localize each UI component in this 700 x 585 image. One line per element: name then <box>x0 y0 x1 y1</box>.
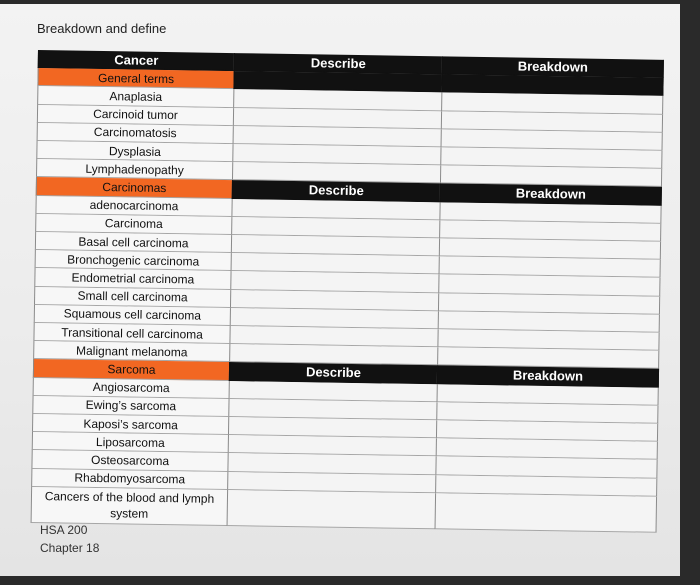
term-cell: Angiosarcoma <box>33 378 229 399</box>
term-cell: adenocarcinoma <box>35 196 231 217</box>
term-cell: Ewing’s sarcoma <box>32 396 228 417</box>
term-cell: Endometrial carcinoma <box>34 268 230 289</box>
column-header-describe: Describe <box>229 362 437 383</box>
term-cell: Anaplasia <box>37 86 233 107</box>
column-header-breakdown: Breakdown <box>440 184 662 206</box>
term-cell: Cancers of the blood and lymph system <box>31 487 228 526</box>
term-cell: Lymphadenopathy <box>36 159 232 180</box>
subheader-general-terms: General terms <box>37 68 233 89</box>
chapter-label: Chapter 18 <box>40 541 100 555</box>
term-cell: Basal cell carcinoma <box>35 232 231 253</box>
term-cell: Squamous cell carcinoma <box>34 305 230 326</box>
footer <box>40 521 99 557</box>
describe-cell[interactable] <box>227 490 436 529</box>
term-cell: Rhabdomyosarcoma <box>31 469 227 490</box>
column-header-breakdown: Breakdown <box>442 56 664 78</box>
term-cell: Kaposi’s sarcoma <box>32 414 228 435</box>
course-code: HSA 200 <box>40 523 88 537</box>
term-cell: Malignant melanoma <box>33 341 229 362</box>
column-header-describe: Describe <box>232 180 440 201</box>
page-title: Breakdown and define <box>37 21 167 36</box>
term-cell: Bronchogenic carcinoma <box>35 250 231 271</box>
subheader-sarcoma: Sarcoma <box>33 359 229 380</box>
worksheet-page <box>0 4 680 576</box>
term-cell: Carcinoma <box>35 214 231 235</box>
term-cell: Osteosarcoma <box>31 450 227 471</box>
column-header-breakdown: Breakdown <box>437 366 659 388</box>
breakdown-cell[interactable] <box>435 493 658 532</box>
terms-table <box>31 50 664 534</box>
term-cell: Carcinoid tumor <box>37 105 233 126</box>
subheader-carcinomas: Carcinomas <box>36 177 232 198</box>
term-cell: Liposarcoma <box>32 432 228 453</box>
column-header-describe: Describe <box>234 53 442 74</box>
column-header-cancer: Cancer <box>38 50 234 71</box>
term-cell: Dysplasia <box>36 141 232 162</box>
term-cell: Transitional cell carcinoma <box>33 323 229 344</box>
term-cell: Carcinomatosis <box>37 123 233 144</box>
term-cell: Small cell carcinoma <box>34 287 230 308</box>
